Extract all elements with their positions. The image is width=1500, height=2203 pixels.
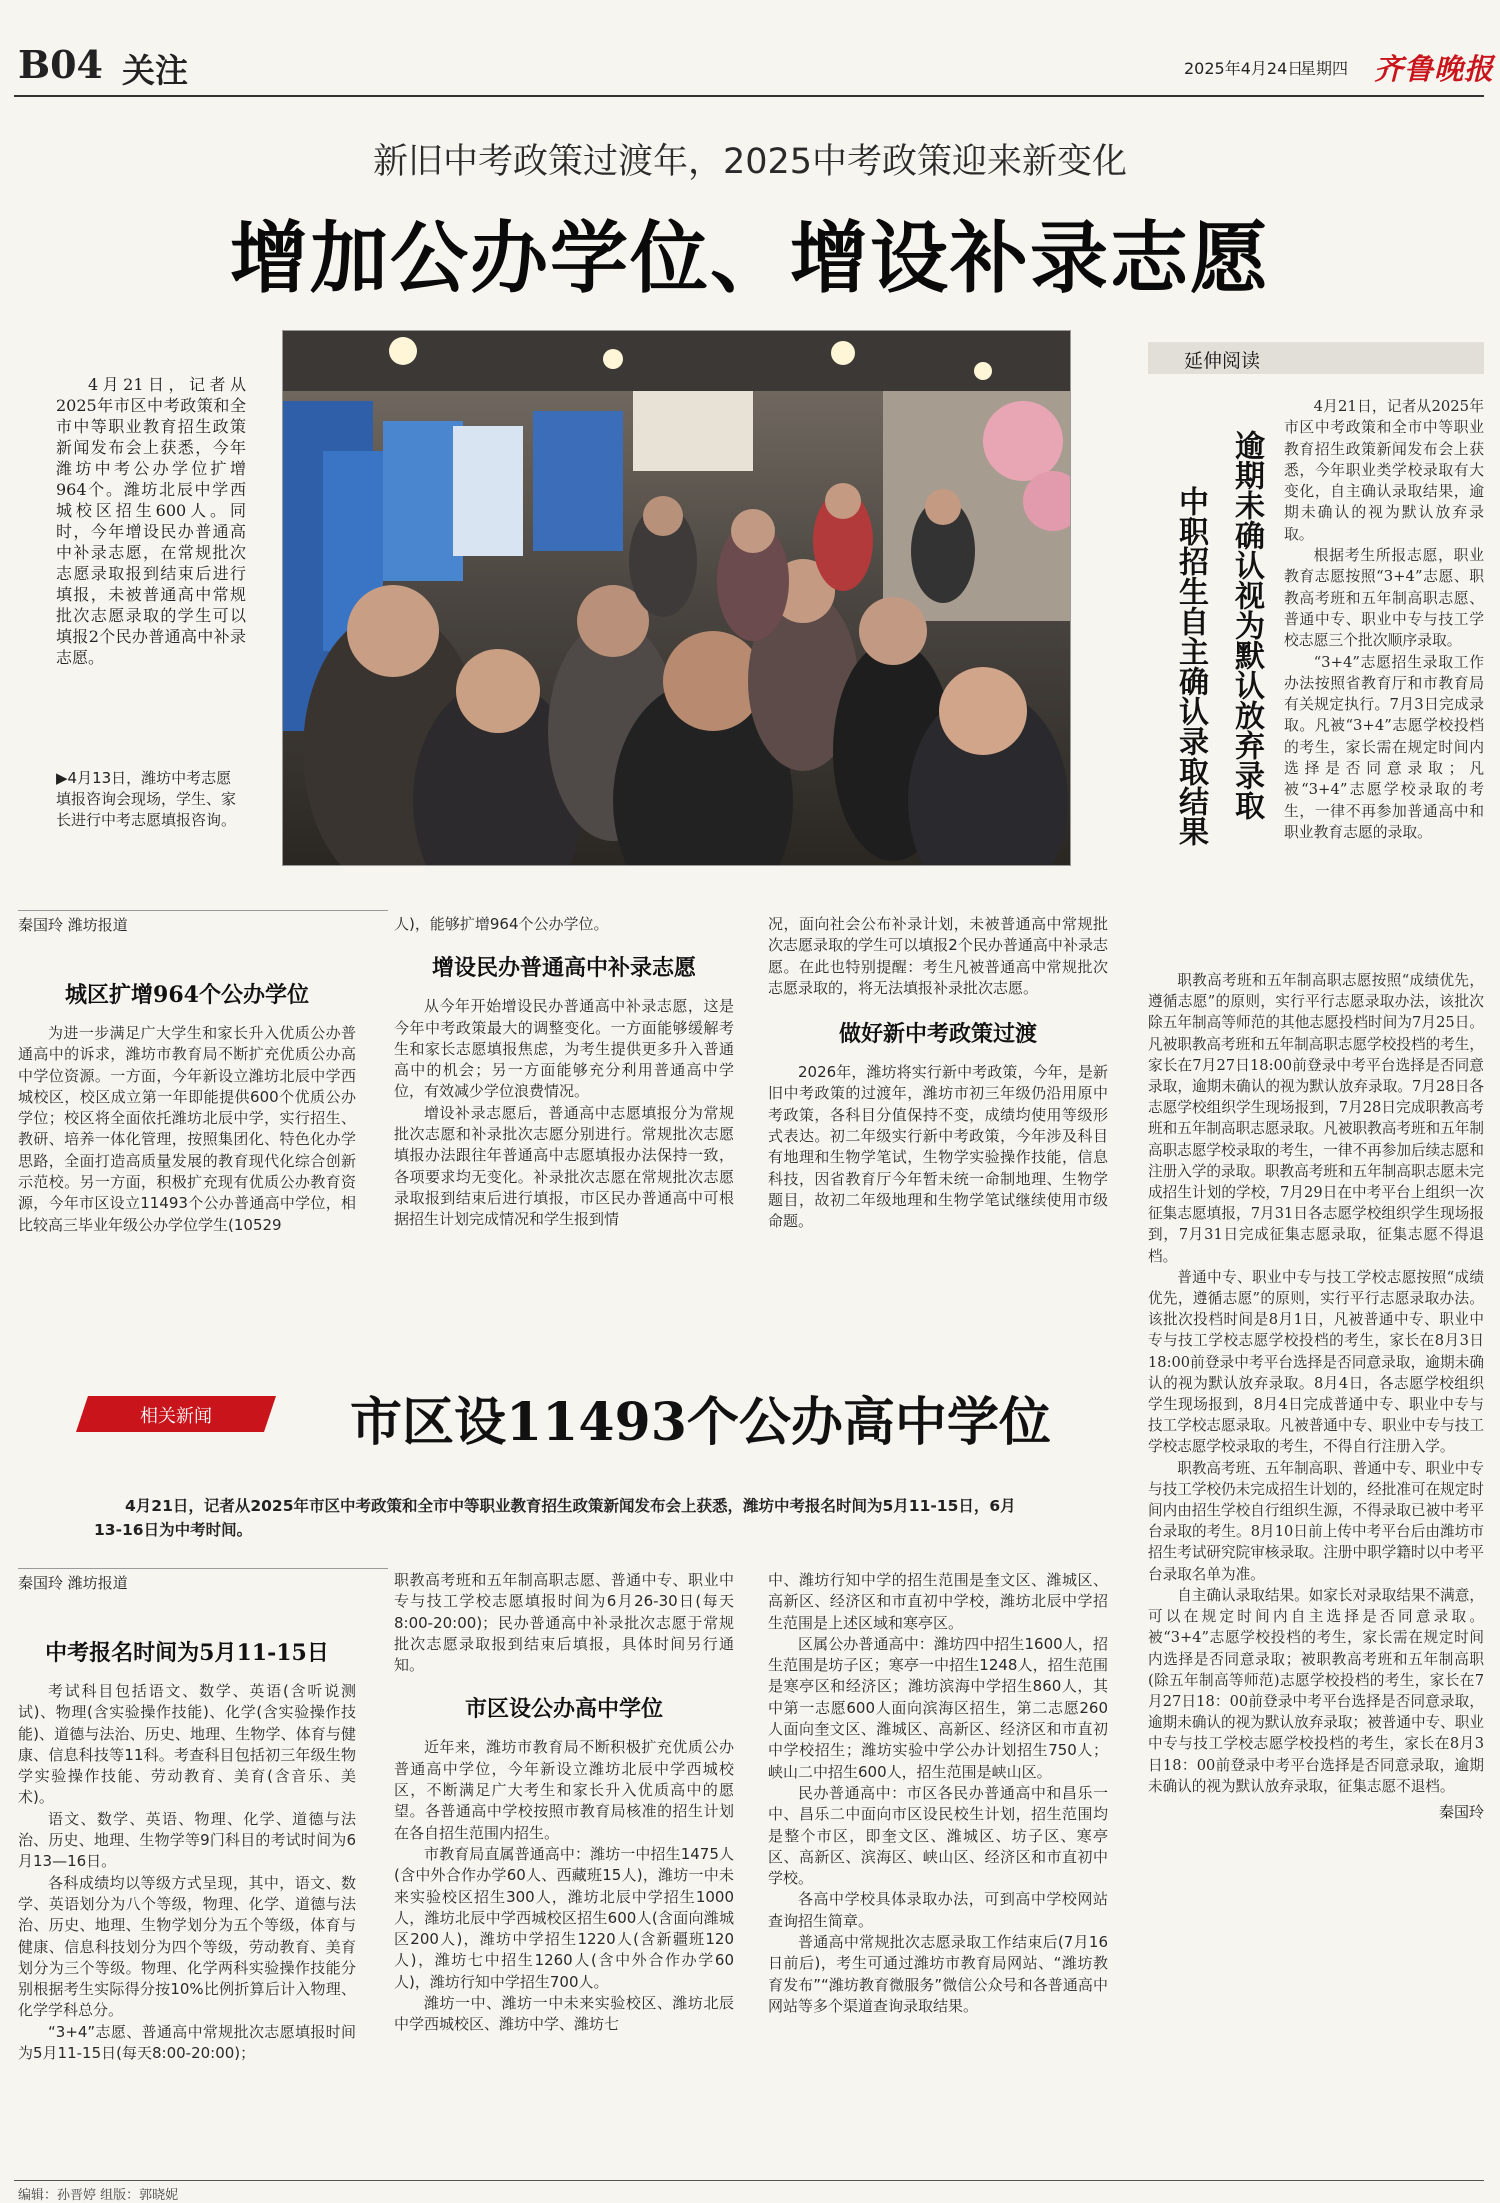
news-photo	[282, 330, 1071, 866]
issue-date: 2025年4月24日	[1184, 59, 1304, 78]
lead-text: 4月21日，记者从2025年市区中考政策和全市中等职业教育招生政策新闻发布会上获悉，今年潍坊中考公办学位扩增964个。潍坊北辰中学西城校区招生600人。同时，今年增设民办普通高中补录志愿，在常规批次志愿录取报到结束后进行填报，未被普通高中常规批次志愿录取的学生可以填报2个民办普通高中补录志愿。	[56, 375, 246, 667]
body-paragraph: 市教育局直属普通高中：潍坊一中招生1475人(含中外合作办学60人、西藏班15人)，潍坊一中未来实验校区招生300人，潍坊北辰中学招生1000人，潍坊北辰中学西城校区招生600人(含面向潍城区200人)，潍坊中学招生1220人(含新疆班120人)，潍坊七中招生1260人(含中外合作办学60人)，潍坊行知中学招生700人。	[394, 1844, 734, 1991]
page-code: B04	[18, 42, 103, 87]
related-col-3	[768, 1570, 1108, 2017]
issue-weekday: 星期四	[1300, 59, 1349, 78]
related-lead	[94, 1494, 1040, 1542]
main-col-1	[18, 978, 356, 1236]
paper-logo: 齐鲁晚报	[1374, 52, 1495, 86]
subhead: 做好新中考政策过渡	[838, 1021, 1037, 1048]
related-lead-text: 4月21日，记者从2025年市区中考政策和全市中等职业教育招生政策新闻发布会上获悉，潍坊中考报名时间为5月11-15日，6月13-16日为中考时间。	[94, 1497, 1016, 1539]
byline: 秦国玲 潍坊报道	[18, 916, 128, 934]
body-paragraph: 况，面向社会公布补录计划，未被普通高中常规批次志愿录取的学生可以填报2个民办普通高中补录志愿。在此也特别提醒：考生凡被普通高中常规批次志愿录取的，将无法填报补录批次志愿。	[768, 915, 1108, 997]
subhead: 增设民办普通高中补录志愿	[431, 955, 696, 982]
related-tag-label: 相关新闻	[140, 1406, 212, 1427]
related-col-2	[394, 1570, 734, 2036]
main-col-2	[394, 914, 734, 1231]
body-paragraph: 语文、数学、英语、物理、化学、道德与法治、历史、地理、生物学等9门科目的考试时间为6月13—16日。	[18, 1809, 356, 1871]
sidebar-paragraph: 4月21日，记者从2025年市区中考政策和全市中等职业教育招生政策新闻发布会上获悉，今年职业类学校录取有大变化，自主确认录取结果，逾期未确认的视为默认放弃录取。	[1284, 398, 1484, 543]
body-paragraph: “3+4”志愿、普通高中常规批次志愿填报时间为5月11-15日(每天8:00-20:00)；	[18, 2022, 356, 2063]
subhead: 市区设公办高中学位	[464, 1696, 663, 1723]
subhead: 城区扩增964个公办学位	[65, 982, 309, 1008]
sidebar-paragraph: “3+4”志愿招生录取工作办法按照省教育厅和市教育局有关规定执行。7月3日完成录取。凡被“3+4”志愿学校投档的考生，家长需在规定时间内选择是否同意录取；凡被“3+4”志愿学校录取的考生，一律不再参加普通高中和职业教育志愿的录取。	[1284, 653, 1484, 841]
byline-rule	[18, 910, 388, 911]
main-col-3	[768, 914, 1108, 1233]
photo-caption	[56, 768, 246, 831]
footer-rule	[14, 2180, 1484, 2181]
sidebar-author: 秦国玲	[1438, 1802, 1484, 1821]
masthead-rule	[14, 95, 1484, 97]
body-paragraph: 增设补录志愿后，普通高中志愿填报分为常规批次志愿和补录批次志愿分别进行。常规批次志愿填报办法跟往年普通高中志愿填报办法保持一致，各项要求均无变化。补录批次志愿在常规批次志愿录取报到结束后进行填报，市区民办普通高中可根据招生计划完成情况和学生报到情	[394, 1103, 734, 1229]
body-paragraph: 各科成绩均以等级方式呈现，其中，语文、数学、英语划分为八个等级，物理、化学、道德与法治、历史、地理、生物学划分为五个等级，体育与健康、信息科技划分为四个等级，劳动教育、美育划分为三个等级。物理、化学两科实验操作技能分别根据考生实际得分按10%比例折算后计入物理、化学学科总分。	[18, 1873, 356, 2020]
body-paragraph: 为进一步满足广大学生和家长升入优质公办普通高中的诉求，潍坊市教育局不断扩充优质公办高中学位资源。一方面，今年新设立潍坊北辰中学西城校区，校区成立第一年即能提供600个优质公办学位；校区将全面依托潍坊北辰中学，实行招生、教研、培养一体化管理，按照集团化、特色化办学思路，全面打造高质量发展的教育现代化综合创新示范校。另一方面，积极扩充现有优质公办教育资源，今年市区设立11493个公办普通高中学位，相比较高三毕业年级公办学位学生(10529	[18, 1024, 356, 1234]
sidebar-label: 延伸阅读	[1184, 350, 1261, 372]
body-paragraph: 各高中学校具体录取办法，可到高中学校网站查询招生简章。	[768, 1890, 1108, 1930]
sidebar-body-bottom	[1148, 970, 1484, 1822]
main-headline: 增加公办学位、增设补录志愿	[229, 213, 1270, 304]
sidebar-title-1: 逾期未确认视为默认放弃录取	[1229, 430, 1264, 820]
lead-paragraph	[56, 374, 246, 668]
body-paragraph: 人)，能够扩增964个公办学位。	[394, 915, 609, 933]
sidebar-paragraph: 根据考生所报志愿，职业教育志愿按照“3+4”志愿、职教高考班和五年制高职志愿、普通中专、职业中专与技工学校志愿三个批次顺序录取。	[1284, 547, 1484, 650]
crowd-photo-illustration	[283, 331, 1071, 866]
body-paragraph: 区属公办普通高中：潍坊四中招生1600人，招生范围是坊子区；寒亭一中招生1248人，招生范围是寒亭区和经济区；潍坊滨海中学招生860人，其中第一志愿600人面向滨海区招生，第二志愿260人面向奎文区、潍城区、高新区、经济区和市直初中学校招生；潍坊实验中学公办计划招生750人；峡山二中招生600人，招生范围是峡山区。	[768, 1634, 1108, 1781]
sidebar-body-top	[1284, 396, 1484, 843]
caption-text: ▶4月13日，潍坊中考志愿填报咨询会现场，学生、家长进行中考志愿填报咨询。	[56, 769, 237, 829]
kicker-headline: 新旧中考政策过渡年，2025中考政策迎来新变化	[372, 142, 1128, 182]
body-paragraph: 2026年，潍坊将实行新中考政策，今年，是新旧中考政策的过渡年，潍坊市初三年级仍沿用原中考政策，各科目分值保持不变，成绩均使用等级形式表达。初二年级实行新中考政策，今年涉及科目有地理和生物学笔试，生物学实验操作技能，信息科技，因省教育厅今年暂未统一命制地理、生物学题目，故初二年级地理和生物学笔试继续使用市级命题。	[768, 1063, 1108, 1231]
body-paragraph: 潍坊一中、潍坊一中未来实验校区、潍坊北辰中学西城校区、潍坊中学、潍坊七	[394, 1994, 734, 2034]
sidebar-title-2: 中职招生自主确认录取结果	[1173, 486, 1208, 846]
body-paragraph: 中、潍坊行知中学的招生范围是奎文区、潍城区、高新区、经济区和市直初中学校，潍坊北辰中学招生范围是上述区域和寒亭区。	[768, 1571, 1108, 1632]
subhead: 中考报名时间为5月11-15日	[45, 1640, 329, 1666]
body-paragraph: 近年来，潍坊市教育局不断积极扩充优质公办普通高中学位，今年新设立潍坊北辰中学西城校区，不断满足广大考生和家长升入优质高中的愿望。各普通高中学校按照市教育局核准的招生计划在各自招生范围内招生。	[394, 1738, 734, 1842]
related-headline: 市区设11493个公办高中学位	[350, 1392, 1051, 1453]
related-byline-rule	[18, 1568, 388, 1569]
section-name: 关注	[122, 51, 188, 90]
related-byline: 秦国玲 潍坊报道	[18, 1574, 128, 1592]
body-paragraph: 考试科目包括语文、数学、英语(含听说测试)、物理(含实验操作技能)、化学(含实验操作技能)、道德与法治、历史、地理、生物学、体育与健康、信息科技等11科。考查科目包括初三年级生物学实验操作技能、劳动教育、美育(含音乐、美术)。	[18, 1682, 356, 1807]
body-paragraph: 民办普通高中：市区各民办普通高中和昌乐一中、昌乐二中面向市区设民校生计划，招生范围均是整个市区，即奎文区、潍城区、坊子区、寒亭区、高新区、滨海区、峡山区、经济区和市直初中学校。	[768, 1783, 1108, 1888]
sidebar-paragraph: 职教高考班和五年制高职志愿按照“成绩优先，遵循志愿”的原则，实行平行志愿录取办法，该批次除五年制高等师范的其他志愿投档时间为7月25日。凡被职教高考班和五年制高职志愿学校投档的考生，家长在7月27日18:00前登录中考平台选择是否同意录取，逾期未确认的视为默认放弃录取。7月28日各志愿学校组织学生现场报到，7月28日完成职教高考班和五年制高职志愿录取。凡被职教高考班和五年制高职志愿学校录取的考生，一律不再参加后续志愿和注册入学的录取。职教高考班和五年制高职志愿未完成招生计划的学校，7月29日在中考平台上组织一次征集志愿填报，7月31日各志愿学校组织学生现场报到，7月31日完成征集志愿录取，征集志愿不得退档。	[1148, 972, 1484, 1265]
footer-credits: 编辑：孙晋婷 组版：郭晓妮	[18, 2188, 179, 2203]
body-paragraph: 职教高考班和五年制高职志愿、普通中专、职业中专与技工学校志愿填报时间为6月26-30日(每天8:00-20:00)；民办普通高中补录批次志愿于常规批次志愿录取报到结束后填报，具体时间另行通知。	[394, 1571, 734, 1675]
body-paragraph: 从今年开始增设民办普通高中补录志愿，这是今年中考政策最大的调整变化。一方面能够缓解考生和家长志愿填报焦虑，为考生提供更多升入普通高中的机会；另一方面能够充分利用普通高中学位，有效减少学位浪费情况。	[394, 997, 734, 1101]
sidebar-paragraph: 职教高考班、五年制高职、普通中专、职业中专与技工学校仍未完成招生计划的，经批准可在规定时间内由招生学校自行组织生源，不得录取已被中考平台录取的考生。8月10日前上传中考平台后由潍坊市招生考试研究院审核录取。注册中职学籍时以中考平台录取名单为准。	[1148, 1459, 1484, 1583]
sidebar-paragraph: 自主确认录取结果。如家长对录取结果不满意，可以在规定时间内自主选择是否同意录取。被“3+4”志愿学校投档的考生，家长需在规定时间内选择是否同意录取；被职教高考班和五年制高职(除五年制高等师范)志愿学校投档的考生，家长在7月27日18：00前登录中考平台选择是否同意录取，逾期未确认的视为默认放弃录取；被普通中专、职业中专与技工学校志愿学校投档的考生，家长在8月3日18：00前登录中考平台选择是否同意录取，逾期未确认的视为默认放弃录取，征集志愿不退档。	[1148, 1586, 1484, 1795]
body-paragraph: 普通高中常规批次志愿录取工作结束后(7月16日前后)，考生可通过潍坊市教育局网站、“潍坊教育发布”“潍坊教育微服务”微信公众号和各普通高中网站等多个渠道查询录取结果。	[768, 1933, 1108, 2015]
related-col-1	[18, 1636, 356, 2064]
sidebar-paragraph: 普通中专、职业中专与技工学校志愿按照“成绩优先，遵循志愿”的原则，实行平行志愿录取办法。该批次投档时间是8月1日，凡被普通中专、职业中专与技工学校志愿学校投档的考生，家长在8月3日18:00前登录中考平台选择是否同意录取，逾期未确认的视为默认放弃录取。8月4日，各志愿学校组织学生现场报到，8月4日完成普通中专、职业中专与技工学校志愿录取。凡被普通中专、职业中专与技工学校志愿学校录取的考生，不得自行注册入学。	[1148, 1268, 1484, 1456]
